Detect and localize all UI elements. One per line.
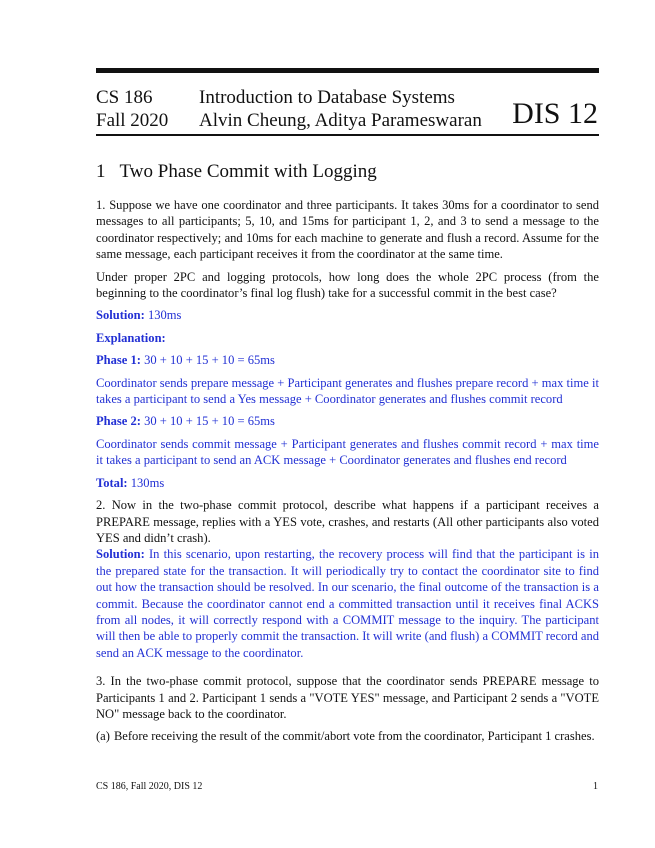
header-bottom-rule [96,134,599,136]
total-label: Total: [96,475,128,490]
phase1-calc: 30 + 10 + 15 + 10 = 65ms [144,353,275,368]
q2-prompt: 2. Now in the two-phase commit protocol, describe what happens if a participant receives a PREPARE message, replies with a YES vote, crashes, and restarts (All other participants also voted YES and didn’t crash). [96,498,599,545]
q1-solution-value: 130ms [147,308,182,323]
document-body [96,197,599,751]
header-top-rule [96,68,599,73]
q3-item-a-label: (a) [96,729,110,744]
phase2-calc: 30 + 10 + 15 + 10 = 65ms [144,414,275,429]
q3-item-a-text: Before receiving the result of the commit/abort vote from the coordinator, Participant 1 crashes. [113,729,595,744]
phase2-text: Coordinator sends commit message + Participant generates and flushes commit record + max time it takes a participant to send an ACK message + Coordinator generates and flushes end record [96,436,599,468]
course-instructors: Alvin Cheung, Aditya Parameswaran [199,110,482,131]
q1-prompt: 1. Suppose we have one coordinator and three participants. It takes 30ms for a coordinator to send messages to all participants; 5, 10, and 15ms for participant 1, 2, and 3 to send a message to the coordinator respectively; and 10ms for each machine to generate and flush a record. Assume for the same message, each participant receives it from the coordinator at the same time. [96,198,599,262]
course-code: CS 186 [96,87,153,108]
q2-solution-text: In this scenario, upon restarting, the recovery process will find that the participant is in the prepared state for the transaction. It will periodically try to contact the coordinator site to find out how the transaction should be resolved. In our scenario, the final outcome of the transaction is a commit. Because the coordinator cannot end a committed transaction until it receives final ACKS from all nodes, it will correctly respond with a COMMIT message to the inquiry. The participant will then be able to properly commit the transaction. It will write (and flush) a COMMIT record and send an ACK message to the coordinator. [96,547,599,660]
q1-explanation-label: Explanation: [96,330,166,345]
phase1-label: Phase 1: [96,353,141,368]
section-title: Two Phase Commit with Logging [119,161,377,182]
section-number: 1 [96,161,106,182]
phase2-label: Phase 2: [96,414,141,429]
footer-left: CS 186, Fall 2020, DIS 12 [96,781,203,792]
phase1-text: Coordinator sends prepare message + Participant generates and flushes prepare record + max time it takes a participant to send a Yes message + Coordinator generates and flushes commit record [96,375,599,407]
course-title: Introduction to Database Systems [199,87,455,108]
q1-solution [96,307,599,491]
q2-solution [96,546,599,661]
q3-item-a [96,728,599,744]
q1-question: Under proper 2PC and logging protocols, how long does the whole 2PC process (from the beginning to the coordinator’s final log flush) take for a successful commit in the best case? [96,269,599,301]
footer-page-number: 1 [593,781,598,792]
discussion-id: DIS 12 [512,97,598,130]
section-heading [96,161,377,183]
q3-prompt: 3. In the two-phase commit protocol, suppose that the coordinator sends PREPARE message to Participants 1 and 2. Participant 1 sends a "VOTE YES" message, and Participant 2 sends a "VOTE NO" message back to the coordinator. [96,674,599,721]
q2-solution-label: Solution: [96,547,145,562]
q1-solution-label: Solution: [96,308,145,323]
course-term: Fall 2020 [96,110,169,131]
total-value: 130ms [130,475,165,490]
